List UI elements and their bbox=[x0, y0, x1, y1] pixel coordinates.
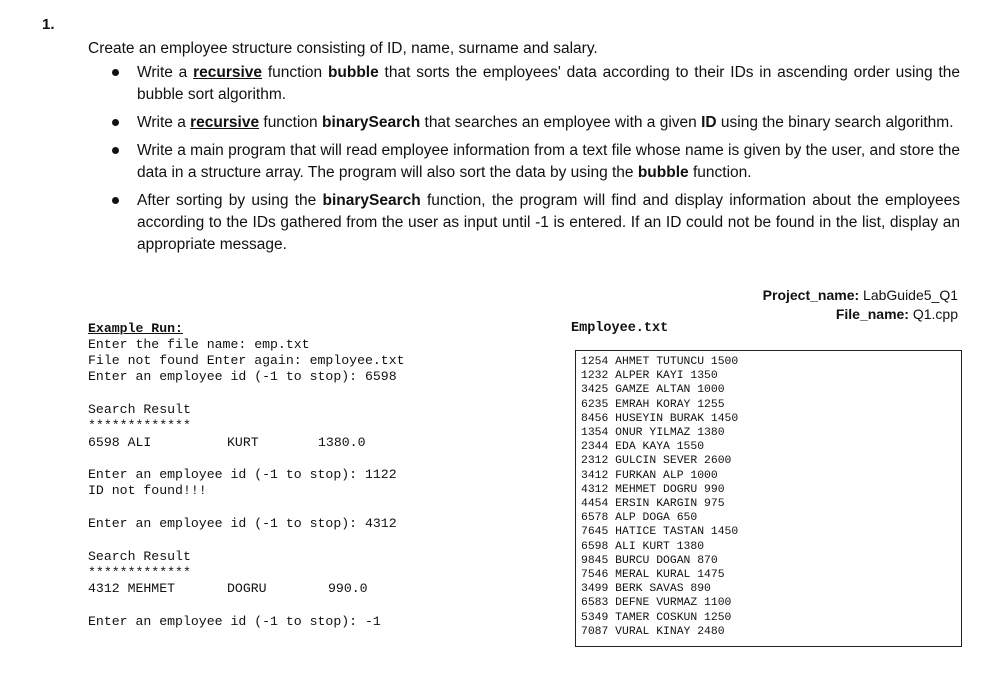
employee-row: 3412 FURKAN ALP 1000 bbox=[581, 469, 718, 482]
employee-row: 3499 BERK SAVAS 890 bbox=[581, 583, 711, 596]
employee-file-box bbox=[575, 350, 962, 647]
employee-row: 2344 EDA KAYA 1550 bbox=[581, 441, 705, 454]
result-row-surname: DOGRU bbox=[227, 581, 267, 596]
employee-row: 2312 GULCIN SEVER 2600 bbox=[581, 455, 732, 468]
employee-row: 3425 GAMZE ALTAN 1000 bbox=[581, 384, 725, 397]
requirement-search-loop: After sorting by using the binarySearch function, the program will find and display information about the employees according to the IDs gathered from the user as input until -1 is entered. If an ID could not be found in the list, display an appropriate message. bbox=[110, 190, 960, 256]
employee-row: 8456 HUSEYIN BURAK 1450 bbox=[581, 412, 739, 425]
console-line: Enter the file name: emp.txt bbox=[88, 337, 310, 352]
requirement-bubble: Write a recursive function bubble that sorts the employees' data according to their IDs in ascending order using the bubble sort algorithm. bbox=[110, 62, 960, 106]
console-line: File not found Enter again: employee.txt bbox=[88, 353, 405, 368]
employee-row: 1232 ALPER KAYI 1350 bbox=[581, 370, 718, 383]
requirement-main-program: Write a main program that will read employee information from a text file whose name is given by the user, and store the data in a structure array. The program will also sort the data by using the bubble function. bbox=[110, 140, 960, 184]
requirement-binary-search: Write a recursive function binarySearch that searches an employee with a given ID using the binary search algorithm. bbox=[110, 112, 960, 134]
file-name: File_name: Q1.cpp bbox=[835, 306, 958, 322]
employee-row: 7645 HATICE TASTAN 1450 bbox=[581, 526, 739, 539]
employee-row: 6235 EMRAH KORAY 1255 bbox=[581, 398, 725, 411]
example-run-title: Example Run: bbox=[88, 321, 183, 336]
console-line: Enter an employee id (-1 to stop): 4312 bbox=[88, 516, 397, 531]
employee-file-title: Employee.txt bbox=[571, 321, 669, 336]
bullet-dot-icon bbox=[112, 197, 119, 204]
employee-row: 1354 ONUR YILMAZ 1380 bbox=[581, 427, 725, 440]
bullet-dot-icon bbox=[112, 69, 119, 76]
employee-row: 5349 TAMER COSKUN 1250 bbox=[581, 611, 732, 624]
employee-list bbox=[581, 355, 738, 639]
console-line: Enter an employee id (-1 to stop): 6598 bbox=[88, 369, 397, 384]
employee-row: 4454 ERSIN KARGIN 975 bbox=[581, 498, 725, 511]
employee-row: 6583 DEFNE VURMAZ 1100 bbox=[581, 597, 732, 610]
result-row-id: 6598 ALI bbox=[88, 435, 152, 450]
console-line: Enter an employee id (-1 to stop): -1 bbox=[88, 614, 381, 629]
console-line: Search Result bbox=[88, 549, 191, 564]
employee-row: 6598 ALI KURT 1380 bbox=[581, 540, 705, 553]
employee-row: 7546 MERAL KURAL 1475 bbox=[581, 569, 725, 582]
result-row-salary: 1380.0 bbox=[318, 435, 366, 450]
result-row-salary: 990.0 bbox=[328, 581, 368, 596]
console-line: ************* bbox=[88, 565, 191, 580]
console-line: Search Result bbox=[88, 402, 191, 417]
intro-text: Create an employee structure consisting of ID, name, surname and salary. bbox=[88, 40, 598, 57]
employee-row: 4312 MEHMET DOGRU 990 bbox=[581, 483, 725, 496]
result-row-id: 4312 MEHMET bbox=[88, 581, 176, 596]
employee-row: 6578 ALP DOGA 650 bbox=[581, 512, 698, 525]
console-line: Enter an employee id (-1 to stop): 1122 bbox=[88, 467, 397, 482]
employee-row: 1254 AHMET TUTUNCU 1500 bbox=[581, 356, 739, 368]
project-name: Project_name: LabGuide5_Q1 bbox=[762, 287, 958, 303]
console-line: ID not found!!! bbox=[88, 483, 207, 498]
question-number: 1. bbox=[42, 16, 55, 33]
employee-row: 7087 VURAL KINAY 2480 bbox=[581, 625, 725, 638]
requirements-list bbox=[110, 62, 960, 262]
project-info bbox=[763, 286, 958, 324]
bullet-dot-icon bbox=[112, 147, 119, 154]
result-row-surname: KURT bbox=[227, 435, 259, 450]
console-line: ************* bbox=[88, 418, 191, 433]
bullet-dot-icon bbox=[112, 119, 119, 126]
employee-row: 9845 BURCU DOGAN 870 bbox=[581, 554, 718, 567]
